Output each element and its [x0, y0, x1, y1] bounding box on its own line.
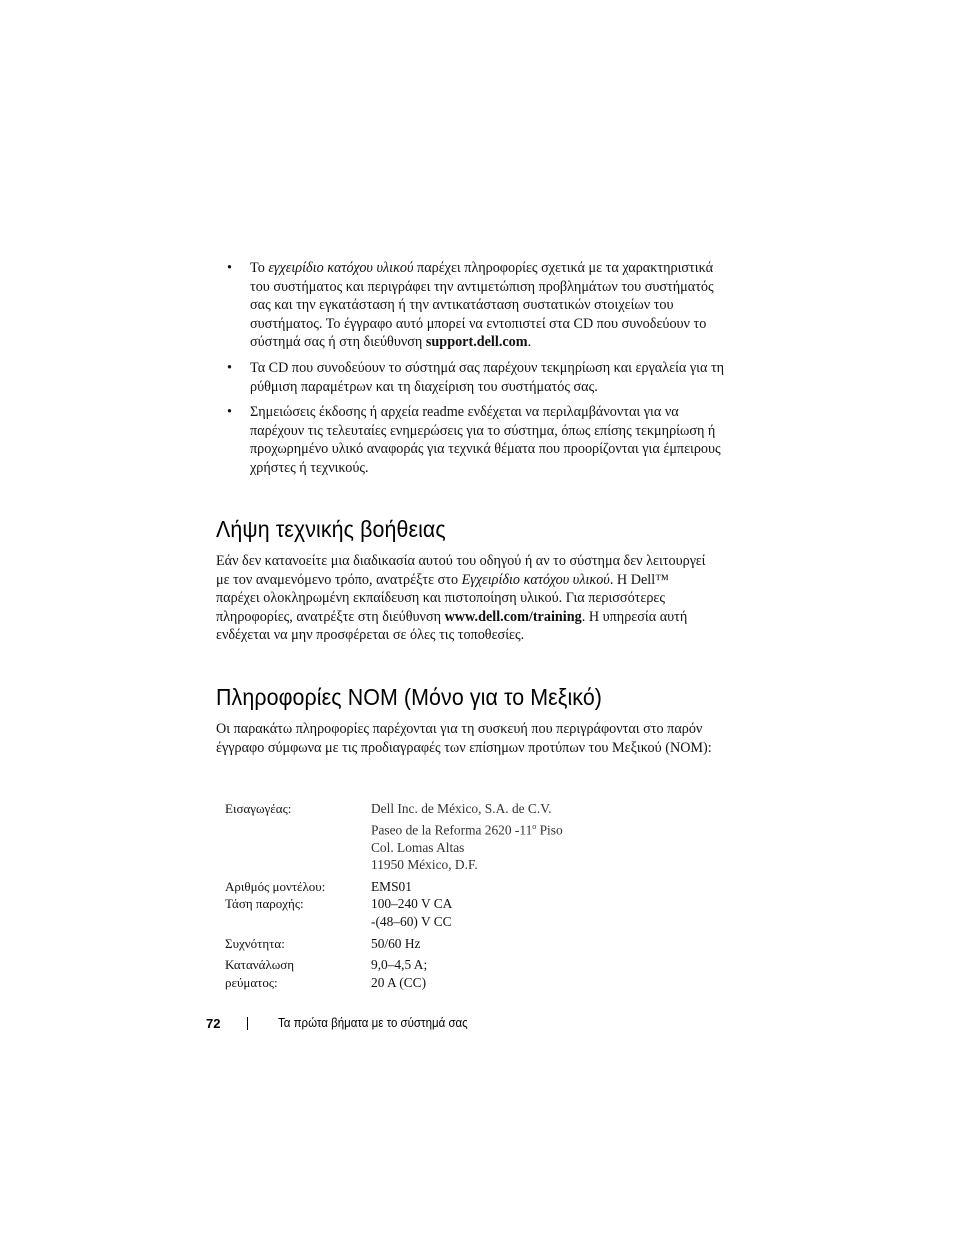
current-value — [371, 952, 625, 991]
current-row — [225, 952, 625, 991]
model-row — [225, 874, 625, 896]
current-label-line: ρεύματος: — [225, 974, 278, 990]
support-link[interactable]: support.dell.com — [425, 334, 528, 351]
list-item-text: . — [527, 334, 532, 351]
importer-floor: Piso — [536, 822, 563, 838]
floor-superscript: o — [532, 821, 537, 831]
list-item-text: Τα CD που συνοδεύουν το σύστημά σας παρέχουν τεκμηρίωση και εργαλεία για τη ρύθμιση παραμέτρων και τη διαχείριση του συστήματός σας. — [250, 359, 725, 395]
current-label-line: Κατανάλωση — [225, 957, 295, 973]
bullet-marker: • — [227, 359, 232, 376]
help-paragraph — [216, 552, 716, 645]
list-item-text: Το — [250, 260, 269, 276]
importer-line — [371, 818, 625, 839]
list-item-text: παρέχει πληροφορίες σχετικά με τα χαρακτηριστικά του συστήματος και περιγράφει την αντιμετώπιση προβλημάτων του συστήματός σας και την εγκατάσταση ή την αντικατάσταση συστατικών στοιχείων του συστήματος. Το έγγραφο αυτό μπορεί να εντοπιστεί στα CD που συνοδεύουν το σύστημά σας ή στη διεύθυνση — [250, 260, 714, 351]
importer-label: Εισαγωγέας: — [225, 801, 292, 816]
help-text: . Η Dell™ παρέχει ολοκληρωμένη εκπαίδευση και πιστοποίηση υλικού. Για περισσότερες πληροφορίες, ανατρέξτε στη διεύθυνση — [216, 571, 670, 625]
owners-manual-title: Εγχειρίδιο κατόχου υλικού — [461, 571, 610, 588]
voltage-line: -(48–60) V CC — [371, 914, 452, 930]
model-label: Αριθμός μοντέλου: — [225, 878, 326, 894]
voltage-label: Τάση παροχής: — [225, 896, 304, 912]
frequency-value: 50/60 Hz — [371, 935, 421, 951]
nom-heading: Πληροφορίες NOM (Μόνο για το Μεξικό) — [216, 684, 603, 710]
list-item — [227, 359, 727, 396]
list-item-text: Σημειώσεις έκδοσης ή αρχεία readme ενδέχεται να περιλαμβάνονται για να παρέχουν τις τελευταίες ενημερώσεις για το σύστημα, όπως επίσης τεκμηρίωση ή προχωρημένο υλικό αναφοράς για τεχνικά θέματα που προορίζονται για έμπειρους χρήστες ή τεχνικούς. — [250, 404, 721, 476]
current-line: 9,0–4,5 A; — [371, 957, 428, 973]
bullet-marker: • — [227, 404, 232, 421]
nom-info-table — [225, 800, 625, 991]
model-value: EMS01 — [371, 878, 412, 894]
importer-line: 11950 México, D.F. — [371, 857, 478, 873]
documentation-list — [227, 259, 727, 485]
list-item — [227, 259, 727, 352]
help-heading: Λήψη τεχνικής βοήθειας — [216, 516, 446, 542]
current-line: 20 A (CC) — [371, 974, 427, 990]
footer-title: Τα πρώτα βήματα με το σύστημά σας — [278, 1016, 468, 1030]
current-label — [225, 952, 371, 991]
frequency-row — [225, 931, 625, 953]
importer-line: Col. Lomas Altas — [371, 839, 465, 855]
importer-value — [371, 800, 625, 874]
importer-line: Dell Inc. de México, S.A. de C.V. — [371, 801, 552, 816]
page-number: 72 — [206, 1016, 221, 1031]
list-item — [227, 403, 727, 477]
voltage-line: 100–240 V CA — [371, 896, 453, 912]
help-text: Εάν δεν κατανοείτε μια διαδικασία αυτού του οδηγού ή αν το σύστημα δεν λειτουργεί με τον αναμενόμενο τρόπο, ανατρέξτε στο — [216, 553, 706, 588]
frequency-label: Συχνότητα: — [225, 935, 285, 951]
footer-divider — [247, 1017, 248, 1030]
bullet-marker: • — [227, 260, 232, 276]
importer-row — [225, 800, 625, 874]
training-link[interactable]: www.dell.com/training — [444, 608, 582, 625]
nom-intro: Οι παρακάτω πληροφορίες παρέχονται για τη συσκευή που περιγράφονται στο παρόν έγγραφο σύμφωνα με τις προδιαγραφές των επίσημων προτύπων του Μεξικού (NOM): — [216, 721, 712, 756]
importer-street: Paseo de la Reforma 2620 -11 — [371, 822, 533, 838]
voltage-row — [225, 895, 625, 930]
voltage-value — [371, 895, 625, 930]
help-text: . Η υπηρεσία αυτή ενδέχεται να μην προσφέρεται σε όλες τις τοποθεσίες. — [216, 608, 688, 644]
owners-manual-title: εγχειρίδιο κατόχου υλικού — [268, 260, 414, 276]
